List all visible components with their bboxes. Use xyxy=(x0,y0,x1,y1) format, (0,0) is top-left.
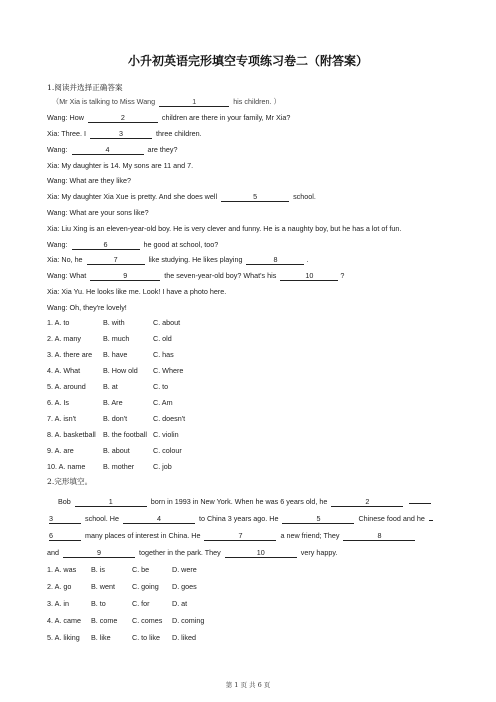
blank: 10 xyxy=(225,549,297,558)
option-row: 2. A. many B. much C. old xyxy=(47,334,172,343)
option-row: 1. A. to B. with C. about xyxy=(47,318,181,327)
passage-line: and 9 together in the park. They 10 very happy. xyxy=(47,548,338,557)
option-row: 3. A. in B. to C. for D. at xyxy=(47,599,188,608)
blank: 2 xyxy=(331,498,403,507)
passage-line: Bob 1 born in 1993 in New York. When he was 6 years old, he 2 xyxy=(58,497,433,507)
page-footer: 第 1 页 共 6 页 xyxy=(225,681,271,689)
option-row: 10. A. name B. mother C. job xyxy=(47,462,172,471)
option-row: 5. A. liking B. like C. to like D. liked xyxy=(47,633,196,642)
dialogue-line: Wang: Oh, they're lovely! xyxy=(47,303,127,312)
option-row: 4. A. What B. How old C. Where xyxy=(47,366,184,375)
option-row: 5. A. around B. at C. to xyxy=(47,382,169,391)
passage-line: 3 school. He 4 to China 3 years ago. He 5 Chinese food and he xyxy=(47,514,435,524)
blank xyxy=(409,503,431,504)
option-row: 9. A. are B. about C. colour xyxy=(47,446,182,455)
blank: 4 xyxy=(72,146,144,155)
dialogue-line: Wang: 6 he good at school, too? xyxy=(47,240,219,249)
section-2-heading: 2.完形填空。 xyxy=(47,477,93,486)
dialogue-line: Wang: What are they like? xyxy=(47,176,132,185)
dialogue-line: Wang: How 2 children are there in your family, Mr Xia? xyxy=(47,113,291,122)
dialogue-line: Wang: What 9 the seven-year-old boy? What's his 10 ? xyxy=(47,271,345,280)
dialogue-line: Wang: 4 are they? xyxy=(47,145,178,154)
dialogue-line: Xia: Liu Xing is an eleven-year-old boy. He is very clever and funny. He is a naughty boy, but he has a lot of fun. xyxy=(47,224,402,233)
intro-line xyxy=(52,97,281,107)
blank: 6 xyxy=(49,532,81,541)
blank-1: 1 xyxy=(159,98,229,107)
blank xyxy=(429,520,433,521)
dialogue-line: Xia: Three. I 3 three children. xyxy=(47,129,202,138)
option-row: 8. A. basketball B. the football C. violin xyxy=(47,430,179,439)
option-row: 7. A. isn't B. don't C. doesn't xyxy=(47,414,186,423)
dialogue-line: Xia: Xia Yu. He looks like me. Look! I have a photo here. xyxy=(47,287,227,296)
dialogue-line: Xia: My daughter is 14. My sons are 11 and 7. xyxy=(47,161,194,170)
option-row: 2. A. go B. went C. going D. goes xyxy=(47,582,197,591)
blank: 5 xyxy=(282,515,354,524)
dialogue-line: Wang: What are your sons like? xyxy=(47,208,149,217)
intro-pre: （Mr Xia is talking to Miss Wang xyxy=(52,97,156,106)
blank: 10 xyxy=(280,272,338,281)
blank: 1 xyxy=(75,498,147,507)
option-row: 1. A. was B. is C. be D. were xyxy=(47,565,197,574)
blank: 7 xyxy=(204,532,276,541)
passage-line: 6 many places of interest in China. He 7 a new friend; They 8 xyxy=(47,531,417,541)
intro-post: his children. ） xyxy=(233,97,281,106)
blank: 8 xyxy=(246,256,304,265)
blank: 8 xyxy=(343,532,415,541)
blank: 3 xyxy=(49,515,81,524)
blank: 5 xyxy=(221,193,289,202)
option-row: 4. A. came B. come C. comes D. coming xyxy=(47,616,205,625)
option-row: 6. A. Is B. Are C. Am xyxy=(47,398,173,407)
page-title: 小升初英语完形填空专项练习卷二（附答案） xyxy=(127,54,368,68)
section-1-heading: 1.阅读并选择正确答案 xyxy=(47,83,123,92)
blank: 6 xyxy=(72,241,140,250)
dialogue-line: Xia: My daughter Xia Xue is pretty. And she does well 5 school. xyxy=(47,192,316,201)
blank: 2 xyxy=(88,114,158,123)
blank: 4 xyxy=(123,515,195,524)
blank: 9 xyxy=(63,549,135,558)
option-row: 3. A. there are B. have C. has xyxy=(47,350,174,359)
dialogue-line: Xia: No, he 7 like studying. He likes playing 8 . xyxy=(47,255,309,264)
blank: 7 xyxy=(87,256,145,265)
blank: 9 xyxy=(90,272,160,281)
blank: 3 xyxy=(90,130,152,139)
